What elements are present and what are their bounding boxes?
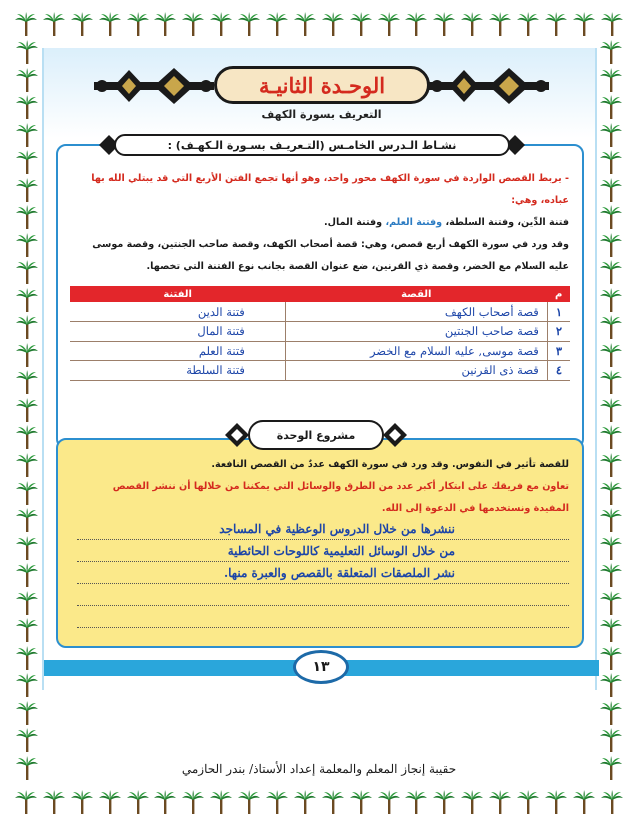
row-number: ١ bbox=[547, 302, 570, 322]
row-number: ٢ bbox=[547, 322, 570, 342]
palm-tree-icon bbox=[15, 68, 39, 92]
bottom-palm-border bbox=[14, 790, 624, 816]
handwritten-answer: من خلال الوسائل التعليمية كاللوحات الحائطية bbox=[227, 544, 455, 558]
palm-tree-icon bbox=[15, 370, 39, 394]
palm-tree-icon bbox=[599, 343, 623, 367]
row-number: ٣ bbox=[547, 341, 570, 361]
palm-tree-icon bbox=[404, 790, 428, 814]
handwritten-answer: ننشرها من خلال الدروس الوعظية في المساجد bbox=[219, 522, 455, 536]
palm-tree-icon bbox=[15, 398, 39, 422]
palm-tree-icon bbox=[15, 508, 39, 532]
arabesque-ornament-icon bbox=[429, 64, 549, 108]
activity-title: نشـاط الـدرس الخامـس (التـعريـف بسـورة الـكهـف) : bbox=[167, 138, 457, 152]
palm-tree-icon bbox=[70, 790, 94, 814]
answer-line[interactable] bbox=[77, 610, 569, 628]
palm-tree-icon bbox=[349, 12, 373, 36]
palm-tree-icon bbox=[432, 790, 456, 814]
palm-tree-icon bbox=[321, 12, 345, 36]
project-task: تعاون مع فريقك على ابتكار أكبر عدد من الطرق والوسائل التي يمكننا من خلالها أن ننشر القصص bbox=[112, 481, 569, 492]
palm-tree-icon bbox=[70, 12, 94, 36]
palm-tree-icon bbox=[516, 12, 540, 36]
table-row bbox=[70, 361, 570, 381]
palm-tree-icon bbox=[15, 618, 39, 642]
palm-tree-icon bbox=[599, 150, 623, 174]
palm-tree-icon bbox=[488, 790, 512, 814]
palm-tree-icon bbox=[572, 790, 596, 814]
palm-tree-icon bbox=[599, 563, 623, 587]
palm-tree-icon bbox=[321, 790, 345, 814]
palm-tree-icon bbox=[599, 673, 623, 697]
table-header-row bbox=[70, 286, 570, 302]
palm-tree-icon bbox=[126, 790, 150, 814]
fitna-cell[interactable]: فتنة السلطة bbox=[70, 361, 285, 381]
palm-tree-icon bbox=[98, 12, 122, 36]
palm-tree-icon bbox=[42, 12, 66, 36]
activity-instruction: وقد ورد في سورة الكهف أربع قصص، وهي: قصة أصحاب الكهف، وقصة صاحب الجنتين، وقصة موسى عليه السلام مع الخضر، وقصة ذي القرنين، ضع عنوان القصة بجانب نوع الفتنة التي تخصها. bbox=[92, 239, 569, 272]
fitna-cell[interactable]: فتنة الدين bbox=[70, 302, 285, 322]
arabesque-ornament-icon bbox=[94, 64, 214, 108]
palm-tree-icon bbox=[599, 481, 623, 505]
fitna-cell[interactable]: فتنة العلم bbox=[70, 341, 285, 361]
project-header bbox=[248, 420, 384, 450]
palm-tree-icon bbox=[15, 150, 39, 174]
palm-tree-icon bbox=[544, 12, 568, 36]
palm-tree-icon bbox=[15, 315, 39, 339]
col-header-num: م bbox=[547, 286, 570, 302]
palm-tree-icon bbox=[209, 790, 233, 814]
palm-tree-icon bbox=[15, 563, 39, 587]
story-cell[interactable]: قصة أصحاب الكهف bbox=[285, 302, 547, 322]
palm-tree-icon bbox=[265, 790, 289, 814]
palm-tree-icon bbox=[599, 425, 623, 449]
fitna-item: وفتنة المال. bbox=[324, 217, 383, 228]
palm-tree-icon bbox=[599, 536, 623, 560]
palm-tree-icon bbox=[265, 12, 289, 36]
story-cell[interactable]: قصة صاحب الجنتين bbox=[285, 322, 547, 342]
palm-tree-icon bbox=[15, 701, 39, 725]
palm-tree-icon bbox=[599, 370, 623, 394]
palm-tree-icon bbox=[599, 591, 623, 615]
stories-table bbox=[70, 286, 570, 381]
palm-tree-icon bbox=[15, 343, 39, 367]
palm-tree-icon bbox=[237, 790, 261, 814]
palm-tree-icon bbox=[181, 790, 205, 814]
fitan-list bbox=[69, 212, 569, 234]
fitna-item: وفتنة العلم، bbox=[382, 217, 443, 228]
palm-tree-icon bbox=[293, 12, 317, 36]
palm-tree-icon bbox=[460, 790, 484, 814]
palm-tree-icon bbox=[599, 178, 623, 202]
palm-tree-icon bbox=[599, 646, 623, 670]
palm-tree-icon bbox=[98, 790, 122, 814]
palm-tree-icon bbox=[432, 12, 456, 36]
palm-tree-icon bbox=[15, 425, 39, 449]
palm-tree-icon bbox=[15, 123, 39, 147]
palm-tree-icon bbox=[15, 288, 39, 312]
top-palm-border bbox=[14, 12, 624, 38]
palm-tree-icon bbox=[15, 453, 39, 477]
activity-header bbox=[114, 134, 510, 156]
page-number: ١٣ bbox=[293, 650, 349, 684]
credit-line: حقيبة إنجاز المعلم والمعلمة إعداد الأستاذ/ بندر الحازمي bbox=[181, 762, 457, 776]
table-row bbox=[70, 341, 570, 361]
activity-intro: - يربط القصص الواردة في سورة الكهف محور واحد، وهو أنها تجمع الفتن الأربع التي قد يبتلي الله بها عباده، وهي: bbox=[91, 173, 569, 206]
row-number: ٤ bbox=[547, 361, 570, 381]
palm-tree-icon bbox=[377, 12, 401, 36]
unit-title-plate bbox=[214, 66, 430, 104]
unit-title: الوحـدة الثانيـة bbox=[258, 72, 386, 98]
palm-tree-icon bbox=[14, 12, 38, 36]
palm-tree-icon bbox=[15, 205, 39, 229]
palm-tree-icon bbox=[599, 233, 623, 257]
palm-tree-icon bbox=[599, 205, 623, 229]
palm-tree-icon bbox=[599, 701, 623, 725]
fitna-item: وفتنة السلطة، bbox=[442, 217, 515, 228]
palm-tree-icon bbox=[15, 646, 39, 670]
palm-tree-icon bbox=[572, 12, 596, 36]
palm-tree-icon bbox=[15, 40, 39, 64]
palm-tree-icon bbox=[599, 453, 623, 477]
palm-tree-icon bbox=[15, 178, 39, 202]
palm-tree-icon bbox=[14, 790, 38, 814]
palm-tree-icon bbox=[599, 728, 623, 752]
project-intro: للقصة تأثير في النفوس. وقد ورد في سورة الكهف عددٌ من القصص النافعة. bbox=[211, 459, 569, 470]
palm-tree-icon bbox=[42, 790, 66, 814]
project-task-cont: المفيدة ونستخدمها في الدعوة إلى الله. bbox=[381, 503, 569, 514]
palm-tree-icon bbox=[599, 288, 623, 312]
palm-tree-icon bbox=[181, 12, 205, 36]
palm-tree-icon bbox=[293, 790, 317, 814]
palm-tree-icon bbox=[153, 12, 177, 36]
palm-tree-icon bbox=[599, 315, 623, 339]
palm-tree-icon bbox=[15, 591, 39, 615]
right-palm-border bbox=[598, 40, 624, 780]
palm-tree-icon bbox=[404, 12, 428, 36]
palm-tree-icon bbox=[599, 398, 623, 422]
palm-tree-icon bbox=[15, 233, 39, 257]
arabesque-ornament-icon bbox=[382, 422, 408, 448]
arabesque-ornament-icon bbox=[224, 422, 250, 448]
palm-tree-icon bbox=[15, 536, 39, 560]
textbook-page bbox=[42, 48, 597, 690]
story-cell[interactable]: قصة موسى, عليه السلام مع الخضر bbox=[285, 341, 547, 361]
answer-line[interactable] bbox=[77, 588, 569, 606]
palm-tree-icon bbox=[237, 12, 261, 36]
palm-tree-icon bbox=[599, 68, 623, 92]
palm-tree-icon bbox=[544, 790, 568, 814]
left-palm-border bbox=[14, 40, 40, 780]
palm-tree-icon bbox=[516, 790, 540, 814]
col-header-story: القصة bbox=[285, 286, 547, 302]
palm-tree-icon bbox=[15, 673, 39, 697]
fitna-item: فتنة الدِّين، bbox=[514, 217, 569, 228]
palm-tree-icon bbox=[377, 790, 401, 814]
unit-banner bbox=[94, 60, 549, 112]
handwritten-answer: نشر الملصقات المتعلقة بالقصص والعبرة منها. bbox=[223, 566, 455, 580]
palm-tree-icon bbox=[15, 728, 39, 752]
col-header-fitna: الفتنة bbox=[70, 286, 285, 302]
palm-tree-icon bbox=[209, 12, 233, 36]
palm-tree-icon bbox=[599, 123, 623, 147]
lesson-subtitle: التعريف بسورة الكهف bbox=[261, 108, 382, 121]
story-cell[interactable]: قصة ذى القرنين bbox=[285, 361, 547, 381]
project-title: مشروع الوحدة bbox=[276, 428, 356, 442]
palm-tree-icon bbox=[15, 481, 39, 505]
palm-tree-icon bbox=[599, 618, 623, 642]
palm-tree-icon bbox=[600, 12, 624, 36]
palm-tree-icon bbox=[153, 790, 177, 814]
table-row bbox=[70, 322, 570, 342]
palm-tree-icon bbox=[600, 790, 624, 814]
palm-tree-icon bbox=[15, 260, 39, 284]
palm-tree-icon bbox=[599, 40, 623, 64]
palm-tree-icon bbox=[126, 12, 150, 36]
fitna-cell[interactable]: فتنة المال bbox=[70, 322, 285, 342]
palm-tree-icon bbox=[599, 508, 623, 532]
palm-tree-icon bbox=[460, 12, 484, 36]
palm-tree-icon bbox=[488, 12, 512, 36]
palm-tree-icon bbox=[599, 95, 623, 119]
palm-tree-icon bbox=[599, 260, 623, 284]
palm-tree-icon bbox=[349, 790, 373, 814]
table-row bbox=[70, 302, 570, 322]
palm-tree-icon bbox=[15, 95, 39, 119]
